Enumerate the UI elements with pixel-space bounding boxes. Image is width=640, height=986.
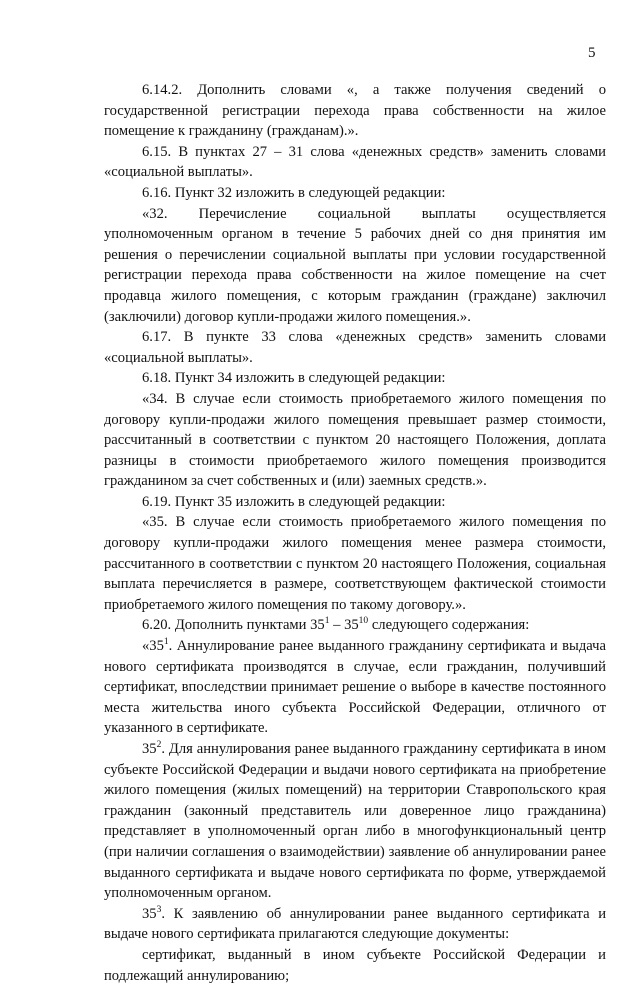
paragraph-point-34: «34. В случае если стоимость приобретаемого жилого помещения по договору купли-продажи жилого помещения превышает размер стоимости, рассчитанный в соответствии с пунктом 20 настоящего Положения, доплата разницы в стоимости приобретаемого жилого помещения производится гражданином за счет собственных и (или) заемных средств.».: [104, 390, 606, 490]
superscript: 10: [358, 616, 369, 627]
paragraph-6-17: 6.17. В пункте 33 слова «денежных средств» заменить словами «социальной выплаты».: [104, 329, 606, 366]
paragraph-6-14-2: 6.14.2. Дополнить словами «, а также получения сведений о государственной регистрации перехода права собственности на жилое помещение к гражданину (гражданам).».: [104, 82, 606, 140]
point-text: . Аннулирование ранее выданного гражданину сертификата и выдача нового сертификата производятся в случае, если гражданин, получивший сертификат, впоследствии принимает решение о выборе в качестве постоянного места жительства иного субъекта Российской Федерации, отличного от указанного в сертификате.: [104, 638, 606, 737]
paragraph-6-20-prefix: 6.20. Дополнить пунктами 35: [142, 617, 325, 634]
superscript: 1: [324, 616, 330, 627]
point-number: «35: [142, 638, 164, 655]
paragraph-certificate: сертификат, выданный в ином субъекте Российской Федерации и подлежащий аннулированию;: [104, 946, 606, 984]
paragraph-6-18: 6.18. Пункт 34 изложить в следующей редакции:: [142, 370, 446, 387]
paragraph-6-20-mid: – 35: [329, 617, 359, 634]
superscript: 2: [156, 740, 162, 751]
paragraph-point-35-3: [104, 904, 606, 945]
point-number: 35: [142, 741, 157, 757]
superscript: 1: [163, 637, 169, 648]
point-text: . К заявлению об аннулировании ранее выданного сертификата и выдаче нового сертификата прилагаются следующие документы:: [104, 905, 606, 943]
paragraph-6-20-suffix: следующего содержания:: [368, 617, 530, 634]
point-number: 35: [142, 905, 157, 922]
paragraph-6-16: 6.16. Пункт 32 изложить в следующей редакции:: [142, 184, 446, 201]
paragraph-point-32: «32. Перечисление социальной выплаты осуществляется уполномоченным органом в течение 5 рабочих дней со дня принятия им решения о перечислении социальной выплаты при условии государственной регистрации перехода права собственности на жилое помещение на счет продавца жилого помещения, с которым гражданин (граждане) заключил (заключили) договор купли-продажи жилого помещения.».: [104, 205, 606, 325]
superscript: 3: [156, 904, 162, 915]
document-body: [104, 80, 606, 986]
paragraph-6-15: 6.15. В пунктах 27 – 31 слова «денежных средств» заменить словами «социальной выплаты».: [104, 143, 606, 181]
point-text: . Для аннулирования ранее выданного гражданину сертификата в ином субъекте Российской Федерации и выдачи нового сертификата на приобретение жилого помещения (жилых помещений) на территории Ставропольского края гражданин (законный представитель или доверенное лицо гражданина) представляет в уполномоченный орган либо в многофункциональный центр (при наличии соглашения о взаимодействии) заявление об аннулировании ранее выданного сертификата и выдаче нового сертификата по форме, утверждаемой уполномоченным органом.: [104, 741, 606, 902]
paragraph-6-20: [104, 615, 606, 636]
paragraph-6-19: 6.19. Пункт 35 изложить в следующей редакции:: [142, 493, 446, 510]
page-number: 5: [588, 45, 596, 61]
paragraph-point-35: «35. В случае если стоимость приобретаемого жилого помещения по договору купли-продажи жилого помещения менее размера стоимости, рассчитанного в соответствии с пунктом 20 настоящего Положения, социальная выплата перечисляется в размере, соответствующем фактической стоимости приобретаемого жилого помещения по такому договору.».: [104, 514, 606, 613]
paragraph-point-35-2: [104, 739, 606, 904]
paragraph-point-35-1: [104, 636, 606, 739]
